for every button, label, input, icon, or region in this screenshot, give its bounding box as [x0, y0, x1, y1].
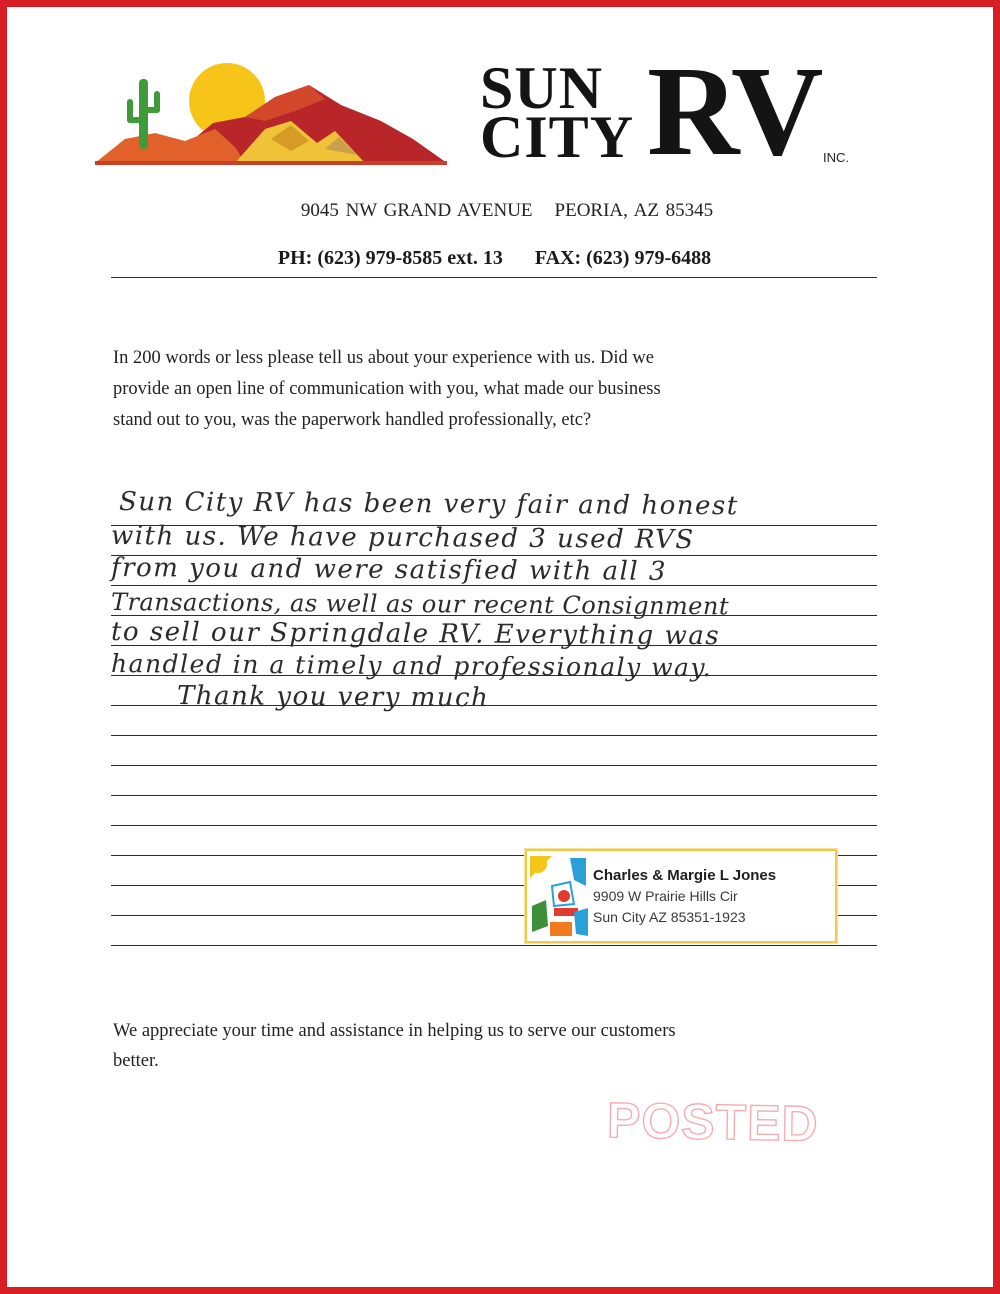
address-street: 9045 NW GRAND AVENUE: [300, 200, 533, 221]
handwritten-line: from you and were satisfied with all 3: [110, 553, 668, 587]
handwritten-line: with us. We have purchased 3 used RVS: [110, 521, 695, 556]
sun-flower-icon: [530, 856, 590, 940]
writing-rule: [111, 735, 877, 736]
writing-rule: [111, 765, 877, 766]
brand-line-city: CITY: [480, 104, 635, 170]
closing-statement: [113, 1016, 893, 1076]
prompt-line: In 200 words or less please tell us about your experience with us. Did we: [113, 348, 654, 368]
phone-number: PH: (623) 979-8585 ext. 13: [277, 247, 503, 269]
company-contact: [7, 247, 982, 270]
handwritten-line: to sell our Springdale RV. Everything was: [110, 617, 721, 652]
handwritten-line: Sun City RV has been very fair and honest: [118, 487, 739, 522]
label-name: Charles & Margie L Jones: [593, 867, 777, 884]
brand-rv: RV: [647, 40, 820, 182]
handwritten-line: Thank you very much: [176, 681, 490, 714]
posted-stamp: POSTED: [606, 1092, 820, 1152]
header-divider: [111, 277, 877, 278]
brand-inc: INC.: [823, 150, 849, 165]
writing-rule: [111, 795, 877, 796]
prompt-line: provide an open line of communication with you, what made our business: [113, 379, 661, 399]
brand-wordmark: [475, 40, 875, 182]
closing-line: We appreciate your time and assistance in helping us to serve our customers: [113, 1021, 676, 1041]
company-address: [7, 200, 1000, 222]
survey-prompt: [113, 343, 873, 436]
writing-rule: [111, 945, 877, 946]
closing-line: better.: [113, 1051, 159, 1071]
label-street: 9909 W Prairie Hills Cir: [593, 888, 738, 904]
address-city: PEORIA, AZ 85345: [554, 200, 714, 221]
label-city: Sun City AZ 85351-1923: [593, 909, 746, 925]
desert-logo-icon: [95, 59, 455, 171]
writing-rule: [111, 825, 877, 826]
prompt-line: stand out to you, was the paperwork handled professionally, etc?: [113, 410, 592, 430]
handwritten-line: Transactions, as well as our recent Consignment: [110, 588, 730, 621]
fax-number: FAX: (623) 979-6488: [534, 247, 712, 269]
handwritten-line: handled in a timely and professionaly way.: [110, 649, 713, 683]
return-address-label: [525, 849, 837, 943]
brand-line-sun: SUN: [480, 55, 604, 121]
